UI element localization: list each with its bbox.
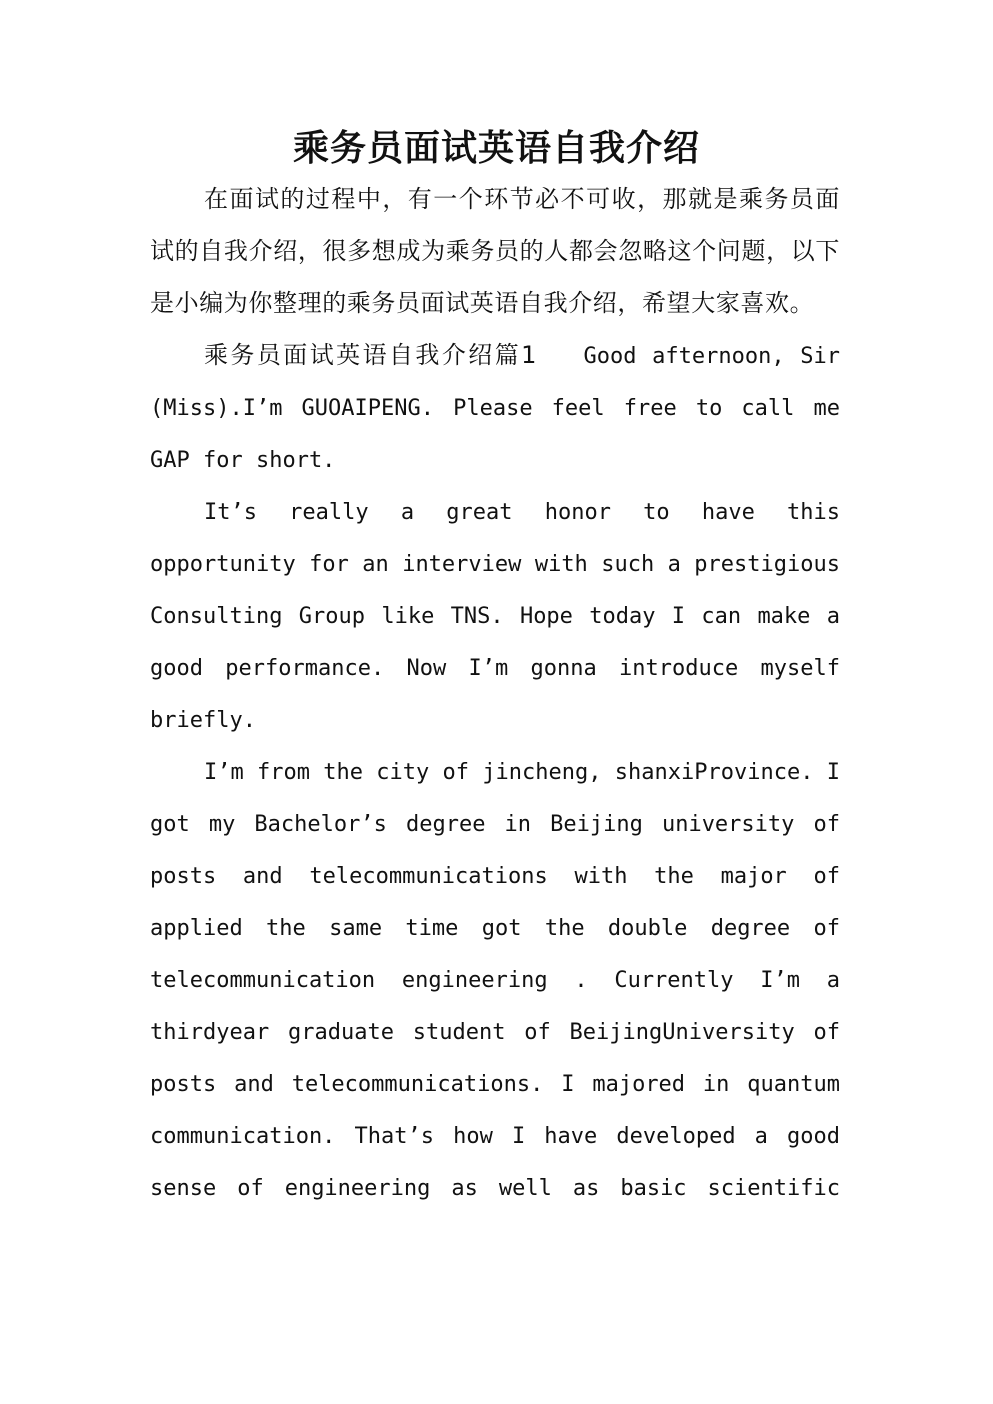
document-title: 乘务员面试英语自我介绍 [292, 127, 700, 169]
honor-paragraph: It’s really a great honor to have this opportunity for an interview with such a prestigious Consulting Group like TNS. Hope today I can make a good performance. Now I’m gonna introduce myself briefly. [150, 500, 840, 733]
background-paragraph: I’m from the city of jincheng, shanxiProvince. I got my Bachelor’s degree in Beijing university of posts and telecommunications with the major of applied the same time got the double degree of telecommunication engineering . Currently I’m a thirdyear graduate student of BeijingUniversity of posts and telecommunications. I majored in quantum communication. That’s how I have developed a good sense of engineering as well as basic scientific [150, 760, 840, 1201]
intro-paragraph: 在面试的过程中，有一个环节必不可收，那就是乘务员面试的自我介绍，很多想成为乘务员的人都会忽略这个问题，以下是小编为你整理的乘务员面试英语自我介绍，希望大家喜欢。 [150, 185, 840, 317]
section-1-text: Good afternoon, Sir (Miss).I’m GUOAIPENG. Please feel free to call me GAP for short. [150, 344, 840, 473]
section-1-paragraph [150, 329, 840, 487]
section-1-heading: 乘务员面试英语自我介绍篇1 [204, 341, 537, 369]
document-body [150, 173, 840, 1215]
